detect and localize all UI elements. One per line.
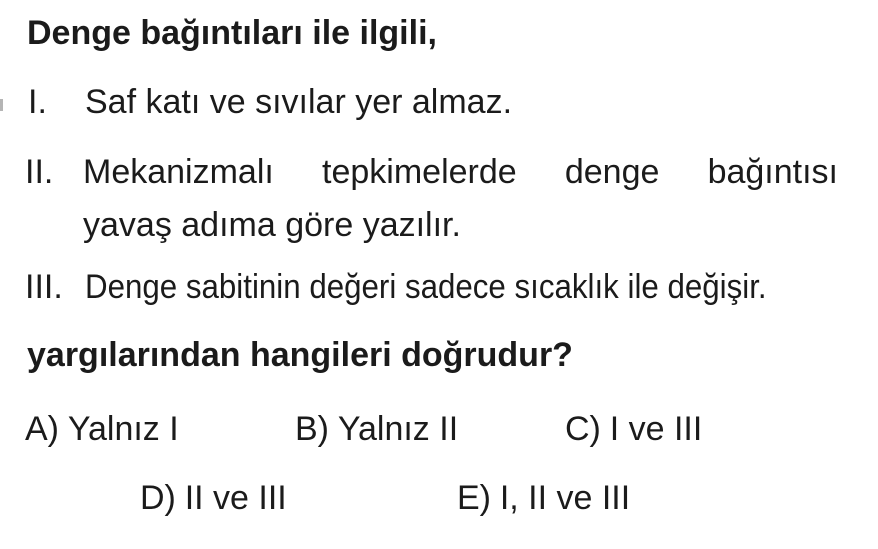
- option-d-text: II ve III: [184, 479, 287, 517]
- option-c-text: I ve III: [609, 410, 703, 448]
- option-a-text: Yalnız I: [67, 410, 179, 448]
- option-b-label: B): [295, 410, 329, 448]
- option-a: [25, 410, 179, 449]
- option-e-label: E): [457, 479, 491, 517]
- option-c-label: C): [565, 410, 601, 448]
- option-d: [140, 479, 287, 518]
- scan-artifact: [0, 99, 3, 111]
- statement-2-text-line2: yavaş adıma göre yazılır.: [83, 206, 461, 244]
- option-e: [457, 479, 630, 518]
- option-b-text: Yalnız II: [337, 410, 459, 448]
- option-a-label: A): [25, 410, 59, 448]
- question-intro: Denge bağıntıları ile ilgili,: [27, 14, 437, 52]
- option-c: [565, 410, 702, 449]
- statement-1-numeral: I.: [28, 83, 47, 121]
- statement-2-numeral: II.: [25, 153, 54, 191]
- option-d-label: D): [140, 479, 176, 517]
- statement-3-numeral: III.: [25, 268, 63, 306]
- option-e-text: I, II ve III: [499, 479, 631, 517]
- statement-3-text: Denge sabitinin değeri sadece sıcaklık ile değişir.: [85, 268, 767, 306]
- question-prompt: yargılarından hangileri doğrudur?: [27, 336, 573, 374]
- option-b: [295, 410, 458, 449]
- statement-2-text-line1: Mekanizmalı tepkimelerde denge bağıntısı: [83, 153, 838, 191]
- statement-1-text: Saf katı ve sıvılar yer almaz.: [85, 83, 513, 121]
